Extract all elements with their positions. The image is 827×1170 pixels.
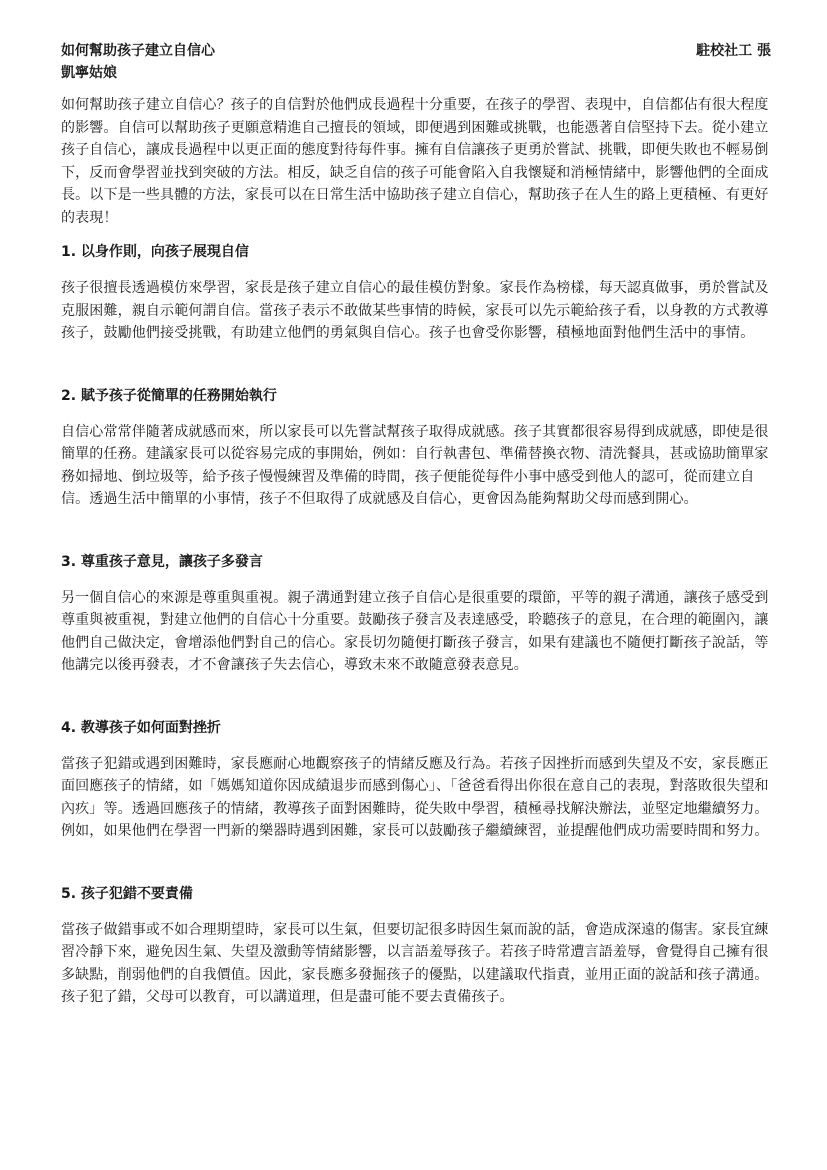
section-body: 另一個自信心的來源是尊重與重視。親子溝通對建立孩子自信心是很重要的環節，平等的親子溝通，讓孩子感受到尊重與被重視，對建立他們的自信心十分重要。鼓勵孩子發言及表達感受，聆聽孩子的意見，在合理的範圍內，讓他們自己做決定，會增添他們對自己的信心。家長切勿隨便打斷孩子發言，如果有建議也不隨便打斷孩子說話，等他講完以後再發表，才不會讓孩子失去信心，導致未來不敢隨意發表意見。 [61, 589, 769, 673]
section-3 [61, 551, 771, 677]
section-heading: 5. 孩子犯錯不要責備 [61, 885, 193, 902]
section-2 [61, 385, 771, 511]
section-body: 當孩子做錯事或不如合理期望時，家長可以生氣，但要切記很多時因生氣而說的話，會造成深遠的傷害。家長宜練習冷靜下來，避免因生氣、失望及激動等情緒影響，以言語羞辱孩子。若孩子時常遭言語羞辱，會覺得自己擁有很多缺點，削弱他們的自我價值。因此，家長應多發掘孩子的優點，以建議取代指責，並用正面的說話和孩子溝通。孩子犯了錯，父母可以教育，可以講道理，但是盡可能不要去責備孩子。 [61, 921, 769, 1005]
document-page [61, 40, 771, 1009]
section-1 [61, 241, 771, 345]
section-body: 當孩子犯錯或遇到困難時，家長應耐心地觀察孩子的情緒反應及行為。若孩子因挫折而感到失望及不安，家長應正面回應孩子的情緒，如「媽媽知道你因成績退步而感到傷心」、「爸爸看得出你很在意自己的表現，對落敗很失望和內疚」等。透過回應孩子的情緒，教導孩子面對困難時，從失敗中學習，積極尋找解決辦法，並堅定地繼續努力。例如，如果他們在學習一門新的樂器時遇到困難，家長可以鼓勵孩子繼續練習，並提醒他們成功需要時間和努力。 [61, 755, 769, 839]
section-body: 自信心常常伴隨著成就感而來，所以家長可以先嘗試幫孩子取得成就感。孩子其實都很容易得到成就感，即使是很簡單的任務。建議家長可以從容易完成的事開始，例如：自行執書包、準備替換衣物、清洗餐具，甚或協助簡單家務如掃地、倒垃圾等，給予孩子慢慢練習及準備的時間，孩子便能從每件小事中感受到他人的認可，從而建立自信。透過生活中簡單的小事情，孩子不但取得了成就感及自信心，更會因為能夠幫助父母而感到開心。 [61, 423, 769, 507]
section-heading: 3. 尊重孩子意見，讓孩子多發言 [61, 553, 263, 570]
author-role: 駐校社工 張 [696, 43, 771, 59]
section-body: 孩子很擅長透過模仿來學習，家長是孩子建立自信心的最佳模仿對象。家長作為榜樣，每天認真做事，勇於嘗試及克服困難，親自示範何謂自信。當孩子表示不敢做某些事情的時候，家長可以先示範給孩子看，以身教的方式教導孩子，鼓勵他們接受挑戰，有助建立他們的勇氣與自信心。孩子也會受你影響，積極地面對他們生活中的事情。 [61, 280, 769, 341]
section-heading: 4. 教導孩子如何面對挫折 [61, 719, 221, 736]
document-header [61, 40, 771, 84]
intro-paragraph: 如何幫助孩子建立自信心？孩子的自信對於他們成長過程十分重要，在孩子的學習、表現中，自信都佔有很大程度的影響。自信可以幫助孩子更願意精進自己擅長的領域，即便遇到困難或挑戰，也能憑著自信堅持下去。從小建立孩子自信心，讓成長過程中以更正面的態度對待每件事。擁有自信讓孩子更勇於嘗試、挑戰，即便失敗也不輕易倒下，反而會學習並找到突破的方法。相反，缺乏自信的孩子可能會陷入自我懷疑和消極情緒中，影響他們的全面成長。以下是一些具體的方法，家長可以在日常生活中協助孩子建立自信心，幫助孩子在人生的路上更積極、有更好的表現！ [61, 97, 769, 226]
document-title: 如何幫助孩子建立自信心 [61, 43, 215, 59]
section-4 [61, 717, 771, 843]
author-name: 凱寧姑娘 [61, 65, 117, 81]
section-heading: 2. 賦予孩子從簡單的任務開始執行 [61, 387, 277, 404]
section-heading: 1. 以身作則，向孩子展現自信 [61, 244, 249, 260]
section-5 [61, 883, 771, 1009]
